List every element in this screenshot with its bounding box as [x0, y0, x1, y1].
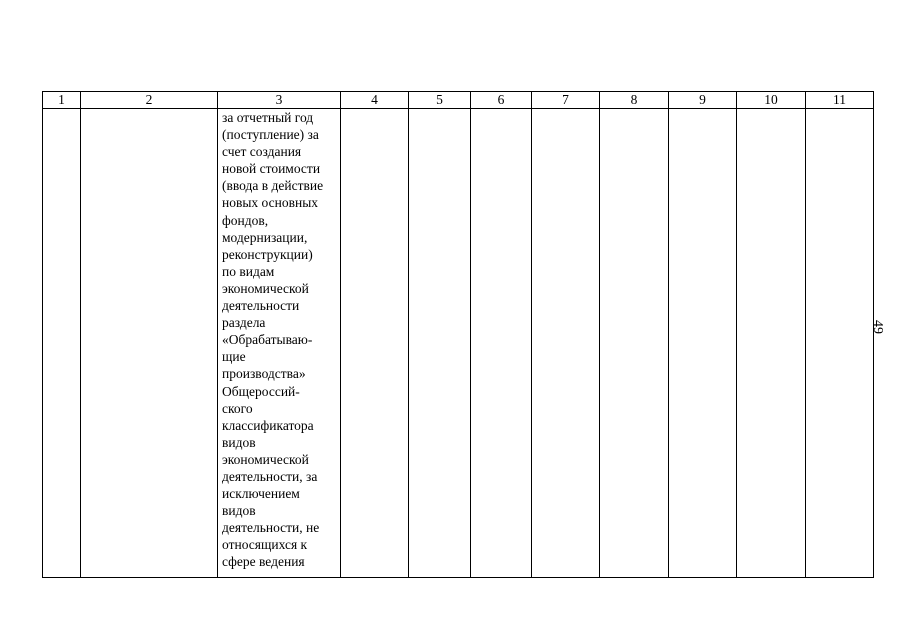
- cell-text-line: щие: [222, 349, 246, 365]
- column-header-1: 1: [43, 92, 81, 109]
- cell-text-line: по видам: [222, 263, 275, 279]
- column-header-3: 3: [218, 92, 341, 109]
- cell-text-line: классификатора: [222, 417, 314, 433]
- cell-text-line: модернизации,: [222, 229, 308, 245]
- cell-text-line: исключением: [222, 486, 300, 502]
- cell-col-4: [341, 109, 409, 578]
- cell-text-line: деятельности, за: [222, 468, 318, 484]
- cell-col-10: [737, 109, 806, 578]
- column-header-6: 6: [471, 92, 532, 109]
- cell-col-9: [669, 109, 737, 578]
- cell-text-line: фондов,: [222, 212, 269, 228]
- column-header-4: 4: [341, 92, 409, 109]
- cell-text-line: реконструкции): [222, 246, 313, 262]
- cell-text-line: производства»: [222, 366, 306, 382]
- cell-col-3: [218, 109, 341, 578]
- table-row: [43, 109, 874, 578]
- cell-text-line: видов: [222, 434, 256, 450]
- cell-text-line: новой стоимости: [222, 161, 321, 177]
- cell-text-line: Общероссий-: [222, 383, 300, 399]
- column-header-11: 11: [806, 92, 874, 109]
- column-header-2: 2: [81, 92, 218, 109]
- cell-text-line: сфере ведения: [222, 554, 305, 570]
- cell-text-line: за отчетный год: [222, 110, 314, 125]
- cell-text-line: видов: [222, 503, 256, 519]
- cell-text-line: деятельности: [222, 298, 300, 314]
- column-header-8: 8: [600, 92, 669, 109]
- column-header-10: 10: [737, 92, 806, 109]
- page-number: 49: [870, 320, 885, 334]
- column-header-5: 5: [409, 92, 471, 109]
- cell-col-5: [409, 109, 471, 578]
- column-header-7: 7: [532, 92, 600, 109]
- cell-col-2: [81, 109, 218, 578]
- cell-col-1: [43, 109, 81, 578]
- cell-text-line: раздела: [222, 315, 266, 331]
- column-header-9: 9: [669, 92, 737, 109]
- cell-text-line: (ввода в действие: [222, 178, 324, 194]
- cell-col-7: [532, 109, 600, 578]
- cell-text-line: деятельности, не: [222, 520, 320, 536]
- cell-text-line: (поступление) за: [222, 127, 319, 143]
- cell-col-11: [806, 109, 874, 578]
- cell-text-line: экономической: [222, 280, 309, 296]
- cell-text-line: новых основных: [222, 195, 319, 211]
- cell-col-6: [471, 109, 532, 578]
- cell-text-line: относящихся к: [222, 537, 308, 553]
- column-number-row: [43, 92, 874, 109]
- cell-text-line: ского: [222, 400, 253, 416]
- cell-text-line: экономической: [222, 451, 309, 467]
- cell-text-line: счет создания: [222, 144, 302, 160]
- cell-col-8: [600, 109, 669, 578]
- cell-text-line: «Обрабатываю-: [222, 332, 313, 348]
- data-table: [42, 91, 874, 578]
